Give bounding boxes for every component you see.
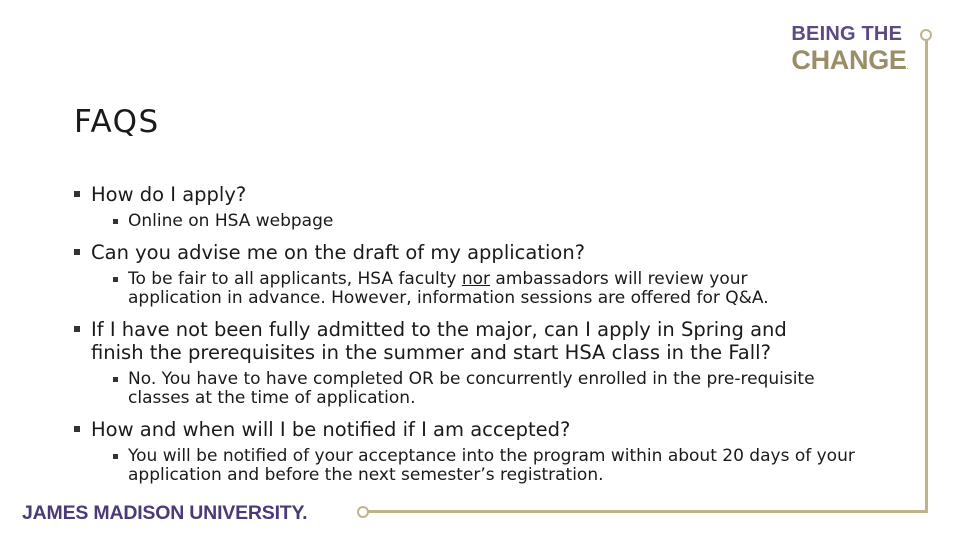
- frame-dot-top: [920, 29, 932, 41]
- frame-horizontal-line: [365, 510, 926, 513]
- bullet-icon: [113, 219, 118, 224]
- faq-question: If I have not been fully admitted to the major, can I apply in Spring and finish the prerequisites in the summer and start HSA class in the Fall?: [74, 318, 894, 364]
- bullet-icon: [74, 191, 80, 197]
- bullet-icon: [74, 326, 80, 332]
- logo-line-2: CHANGE.: [791, 45, 908, 75]
- faq-list: [74, 183, 894, 485]
- slide-title: FAQS: [74, 104, 160, 140]
- faq-question: How do I apply?: [74, 183, 894, 206]
- jmu-logo: JAMES MADISON UNIVERSITY.: [22, 502, 308, 524]
- bullet-icon: [74, 249, 80, 255]
- bullet-icon: [113, 377, 118, 382]
- frame-dot-left: [357, 506, 369, 518]
- underlined-word: nor: [461, 269, 490, 289]
- bullet-icon: [113, 454, 118, 459]
- faq-answer: No. You have to have completed OR be concurrently enrolled in the pre-requisite classes at the time of application.: [74, 370, 894, 408]
- faq-question: Can you advise me on the draft of my application?: [74, 241, 894, 264]
- logo-line-1: BEING THE: [791, 23, 903, 45]
- faq-answer: You will be notified of your acceptance into the program within about 20 days of your application and before the next semester’s registration.: [74, 447, 894, 485]
- faq-question: How and when will I be notified if I am accepted?: [74, 418, 894, 441]
- faq-answer: Online on HSA webpage: [74, 212, 894, 231]
- bullet-icon: [113, 277, 118, 282]
- faq-answer: To be fair to all applicants, HSA faculty nor ambassadors will review your application in advance. However, information sessions are offered for Q&A.: [74, 270, 894, 308]
- being-the-change-logo: [791, 24, 908, 74]
- bullet-icon: [74, 426, 80, 432]
- frame-vertical-line: [925, 37, 928, 513]
